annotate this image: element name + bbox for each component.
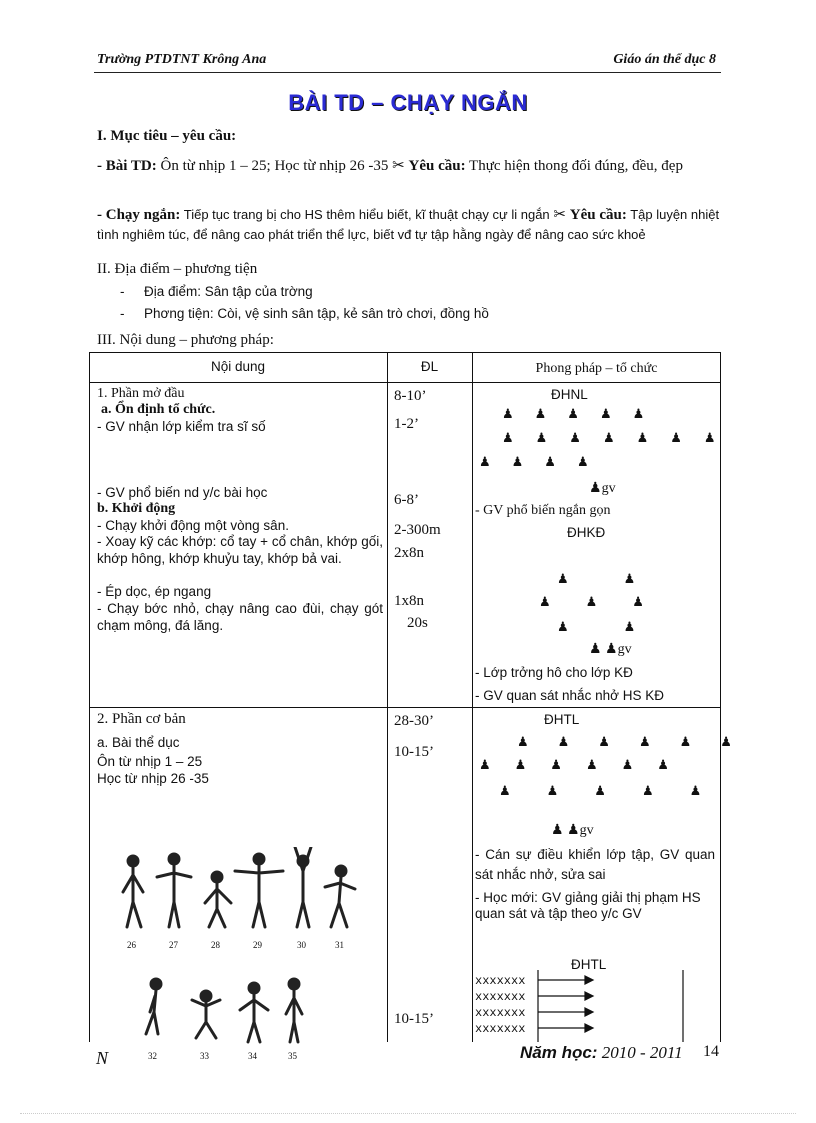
part-1-b2: - Xoay kỹ các khớp: cổ tay + cổ chân, khớp gối, khớp hông, khớp khuỷu tay, khớp bả vai. <box>97 534 383 566</box>
formation-title: ĐHTL <box>544 712 580 727</box>
table-col-divider <box>387 352 388 1042</box>
section-2-heading: II. Địa điểm – phương tiện <box>97 261 258 277</box>
lane-arrows <box>475 970 695 1042</box>
lane-row: xxxxxxx <box>475 1006 526 1020</box>
footer-fragment: N <box>96 1048 109 1068</box>
table-row-divider <box>89 382 721 383</box>
method-line: - Lớp trởng hô cho lớp KĐ <box>475 665 633 680</box>
teacher-mark: ♟ ♟gv <box>589 642 632 657</box>
student-figures: ♟♟ <box>557 571 691 586</box>
method-line: - Cán sự điều khiển lớp tập, GV quan sát nhắc nhở, sửa sai <box>475 847 715 882</box>
method-line: - GV phổ biến ngắn gọn <box>475 503 611 518</box>
table-border-right <box>720 352 721 1042</box>
person-icon: ♟ ♟ <box>551 823 580 838</box>
page-bottom-rule <box>20 1113 796 1114</box>
teacher-mark: ♟gv <box>589 481 616 496</box>
student-figures: ♟♟♟♟ <box>479 454 610 469</box>
person-icon: ♟ ♟ <box>589 642 618 657</box>
student-figures: ♟♟♟♟♟♟ <box>479 757 693 772</box>
dl-value: 1-2’ <box>394 416 419 432</box>
exercise-illustration <box>119 847 359 967</box>
header-dl: ĐL <box>420 359 439 374</box>
dl-value: 8-10’ <box>394 388 427 404</box>
dl-value: 10-15’ <box>394 1011 434 1027</box>
section-1-heading: I. Mục tiêu – yêu cầu: <box>97 128 237 144</box>
part-1-spread: - GV phổ biến nd y/c bài học <box>97 485 268 500</box>
section-2-list <box>120 284 489 328</box>
formation-title: ĐHTL <box>571 957 607 972</box>
section-1-td: - Bài TD: Ôn từ nhịp 1 – 25; Học từ nhịp 26 -35 ✂ Yêu cầu: Thực hiện thong đối đúng, đều, đẹp <box>97 158 683 174</box>
school-name: Trường PTDTNT Krông Ana <box>97 52 267 67</box>
part-1-b4: - Chạy bớc nhỏ, chạy nâng cao đùi, chạy gót chạm mông, đá lăng. <box>97 601 383 633</box>
header-divider <box>94 72 721 73</box>
dl-value: 6-8’ <box>394 492 419 508</box>
exercise-figures-top: 26 27 28 29 30 31 <box>119 847 359 967</box>
part-1-b1: - Chạy khởi động một vòng sân. <box>97 518 289 533</box>
scissors-icon: ✂ <box>553 207 566 223</box>
lane-row: xxxxxxx <box>475 990 526 1004</box>
part-1-a-line: - GV nhận lớp kiểm tra sĩ số <box>97 419 266 434</box>
part-2-title: 2. Phần cơ bản <box>97 711 186 727</box>
exercise-illustration <box>114 972 314 1052</box>
teacher-mark: ♟ ♟gv <box>551 823 594 838</box>
header-content: Nội dung <box>210 359 266 374</box>
student-figures: ♟♟♟♟♟ <box>499 783 738 798</box>
page-number: 14 <box>703 1043 719 1060</box>
formation-title: ĐHKĐ <box>567 525 606 540</box>
section-1-run: - Chạy ngắn: Tiếp tục trang bị cho HS thêm hiểu biết, kĩ thuật chạy cự li ngắn ✂ Yêu cầu: Tập luyện nhiệt tình nghiêm túc, để nâng cao phát triển thể lực, biết vđ tự tập hằng ngày để nâng cao sức khoẻ <box>97 207 720 242</box>
part-2-line: Học từ nhịp 26 -35 <box>97 771 209 786</box>
part-1-sub-b: b. Khởi động <box>97 501 176 516</box>
lane-row: xxxxxxx <box>475 974 526 988</box>
table-border-left <box>89 352 90 1042</box>
dl-value: 2x8n <box>394 545 424 561</box>
dl-value: 2-300m <box>394 522 441 538</box>
section-3-heading: III. Nội dung – phương pháp: <box>97 332 274 348</box>
student-figures: ♟♟♟ <box>539 594 679 609</box>
person-icon: ♟ <box>589 481 602 496</box>
lane-row: xxxxxxx <box>475 1022 526 1036</box>
student-figures: ♟♟ <box>557 619 691 634</box>
table-row-divider <box>89 707 721 708</box>
method-line: - GV quan sát nhắc nhở HS KĐ <box>475 688 664 703</box>
dl-value: 10-15’ <box>394 744 434 760</box>
page-title: BÀI TD – CHẠY NGẮN <box>288 90 528 115</box>
exercise-figures-bottom: 32 33 34 35 <box>114 972 364 1072</box>
part-2-sub-a: a. Bài thể dục <box>97 735 180 750</box>
list-item: - Địa điểm: Sân tập của trờng <box>120 284 313 299</box>
part-1-sub-a: a. Ổn định tổ chức. <box>101 402 216 417</box>
dl-value: 20s <box>407 615 428 631</box>
list-item: - Phơng tiện: Còi, vệ sinh sân tập, kẻ sân trò chơi, đồng hồ <box>120 306 489 321</box>
subject-name: Giáo án thể dục 8 <box>613 52 716 67</box>
part-2-line: Ôn từ nhịp 1 – 25 <box>97 754 203 769</box>
scissors-icon: ✂ <box>392 158 405 174</box>
header-method: Phong pháp – tổ chức <box>535 361 658 376</box>
part-1-title: 1. Phần mở đầu <box>97 386 185 401</box>
formation-title: ĐHNL <box>551 387 588 402</box>
student-figures: ♟♟♟♟♟♟ <box>517 734 761 749</box>
school-year: Năm học: 2010 - 2011 <box>520 1043 683 1062</box>
part-1-b3: - Ép dọc, ép ngang <box>97 584 212 599</box>
table-border-top <box>89 352 721 353</box>
student-figures: ♟♟♟♟♟ <box>502 406 666 421</box>
method-line: - Học mới: GV giảng giải thị phạm HS quan sát và tập theo y/c GV <box>475 890 701 921</box>
student-figures: ♟♟♟♟♟♟♟ <box>502 430 738 445</box>
dl-value: 1x8n <box>394 593 424 609</box>
table-col-divider <box>472 352 473 1042</box>
running-lanes <box>475 970 695 1042</box>
dl-value: 28-30’ <box>394 713 434 729</box>
